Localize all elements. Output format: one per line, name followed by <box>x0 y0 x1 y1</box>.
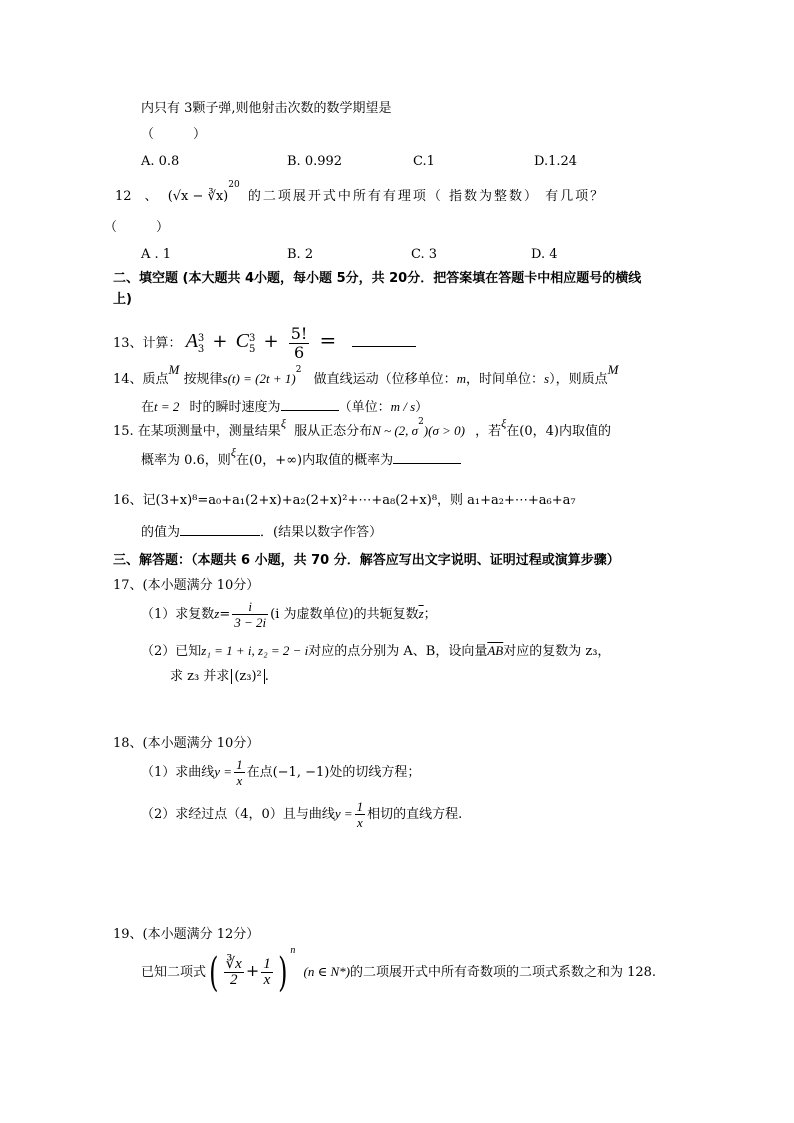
q12-option-d: D. 4 <box>531 247 558 262</box>
section2-heading-cont: 上) <box>113 292 132 307</box>
q15-xi-2: ξ <box>501 415 507 430</box>
q14-s-unit: s <box>544 371 550 386</box>
q18-heading: 18、(本小题满分 10分） <box>113 736 260 751</box>
q11-option-c: C.1 <box>413 154 435 169</box>
q18-text-4: （2）求经过点（4，0）且与曲线 <box>141 807 335 822</box>
q14-unit-label: （单位： <box>338 400 391 415</box>
q13 <box>113 320 416 360</box>
q12-option-c: C. 3 <box>411 247 438 262</box>
q17-zbar: $\overline{z}$ <box>418 606 424 621</box>
q18-fraction <box>234 757 245 788</box>
q19-fraction-1 <box>224 957 244 988</box>
q15-text-4: 在(0，4)内取值的 <box>506 424 611 439</box>
q19-heading: 19、(本小题满分 12分） <box>113 927 260 942</box>
q18-y: y = <box>214 764 233 779</box>
q18-frac-num-2: 1 <box>356 799 364 814</box>
section2-heading: 二、填空题 (本大题共 4小题，每小题 5分，共 20分．把答案填在答题卡中相应题号的横线 <box>113 271 642 286</box>
q13-c-sub: 5 <box>249 343 256 355</box>
q18-frac-num: 1 <box>236 757 243 772</box>
q17-text-3: ； <box>423 607 437 622</box>
q16-text-1: 的值为 <box>141 525 181 540</box>
q17-abs: (z₃)² <box>231 669 264 684</box>
q15-dist-end: )(σ > 0) <box>423 423 465 438</box>
q17-part2 <box>141 642 610 661</box>
q11-option-b: B. 0.992 <box>287 154 343 169</box>
q19-plus: + <box>245 961 260 980</box>
q14-m2: M <box>607 361 619 377</box>
q13-plus-1: + <box>212 331 228 352</box>
q19-text-2: 的二项展开式中所有奇数项的二项式系数之和为 128. <box>349 965 657 980</box>
q17-text-7: 求 z₃ 并求 <box>170 669 230 684</box>
q19-condition: (n ∈ N*) <box>303 964 350 979</box>
q12-option-b: B. 2 <box>287 247 314 262</box>
q17-heading: 17、(本小题满分 10分） <box>113 578 260 593</box>
q18-text-2: 在点 <box>246 765 273 780</box>
q17-part1 <box>141 596 437 632</box>
q14-line2 <box>141 398 428 417</box>
q19-fraction-2 <box>261 957 273 988</box>
q19-left-paren: ( <box>209 949 219 996</box>
q17-text-5: 对应的点分别为 A、B，设向量 <box>308 644 488 659</box>
q17-text-4: （2）已知 <box>141 644 202 659</box>
q12-expression: (√x − ∛x) <box>167 189 229 204</box>
q15-answer-blank <box>393 453 461 464</box>
q19-frac2-num: 1 <box>263 956 271 972</box>
q17-z1z2: z₁ = 1 + i, z₂ = 2 − i <box>201 643 309 658</box>
q18-frac-den: x <box>236 773 243 788</box>
q14-text-3: ，时间单位： <box>465 372 544 387</box>
q11-option-d: D.1.24 <box>534 154 578 169</box>
q19-right-paren: ) <box>277 949 288 996</box>
q12-exponent: 20 <box>228 179 240 190</box>
q15-dist-sup: 2 <box>418 416 424 427</box>
q15-text-5: 概率为 0.6，则 <box>141 453 231 468</box>
q13-a-sub: 3 <box>197 343 205 355</box>
q17-vector-ab: $\overline{AB}$ <box>487 643 504 658</box>
q17-text-1: （1）求复数 <box>141 607 215 622</box>
q14-law: s(t) = (2t + 1) <box>222 371 296 386</box>
q16-answer-blank <box>180 525 260 536</box>
q17-frac-den: 3 − 2i <box>234 615 267 630</box>
q11-answer-paren: （ ） <box>141 127 207 142</box>
q14-text-6: 时的瞬时速度为 <box>189 400 281 415</box>
q16-line2 <box>141 524 382 542</box>
q14-text-5: 在 <box>141 400 155 415</box>
q13-c-symbol: C <box>235 330 249 352</box>
q18-frac-den-2: x <box>356 815 363 830</box>
q13-equals: = <box>319 328 337 352</box>
q11-text: 内只有 3颗子弹,则他射击次数的数学期望是 <box>141 101 392 116</box>
q17-text-6: 对应的复数为 z₃， <box>503 644 611 659</box>
q13-plus-2: + <box>263 331 279 352</box>
q11-option-a: A. 0.8 <box>141 154 180 169</box>
q18-part1 <box>141 754 420 790</box>
q12-question: 的二项展开式中所有有理项（ 指数为整数） 有几项？ <box>247 189 606 204</box>
q12-answer-paren: （ ） <box>104 220 170 235</box>
q15-text-3: ，若 <box>475 424 502 439</box>
q14-line1 <box>113 361 619 389</box>
q14-text-4: ），则质点 <box>549 372 608 387</box>
q13-a-sup: 3 <box>197 332 205 344</box>
q15-text-6: 在(0，+∞)内取值的概率为 <box>235 453 394 468</box>
q14-answer-blank <box>281 400 339 411</box>
q13-a-symbol: A <box>185 330 198 352</box>
q15-line2 <box>141 444 461 470</box>
q18-fraction-2 <box>355 799 366 830</box>
q19-frac1-num: ∛x <box>225 956 242 972</box>
q17-text-8: . <box>264 669 269 684</box>
q15-xi: ξ <box>280 415 286 430</box>
q17-z: z <box>214 606 220 621</box>
q17-text-2: (i 为虚数单位)的共轭复数 <box>270 607 419 622</box>
q19-exponent: n <box>290 944 296 956</box>
q13-frac-den: 6 <box>293 343 305 362</box>
q13-frac-num: 5! <box>290 324 308 343</box>
q17-fraction <box>232 599 268 630</box>
q17-frac-num: i <box>232 599 268 615</box>
q14-law-exp: 2 <box>295 364 302 375</box>
q18-text-3: 处的切线方程； <box>329 765 421 780</box>
q15-line1 <box>113 415 611 441</box>
section3-heading: 三、解答题：（本题共 6 小题，共 70 分．解答应写出文字说明、证明过程或演算步骤） <box>113 553 620 568</box>
q15-text-1: 15. 在某项测量中，测量结果 <box>113 424 281 439</box>
q14-t: t = 2 <box>154 399 180 414</box>
q12-number: 12 、 <box>115 189 158 204</box>
q17-eq: = <box>219 607 231 622</box>
q15-text-2: 服从正态分布 <box>294 424 373 439</box>
q19-frac2-den: x <box>263 972 271 988</box>
q14-text-2: 做直线运动（位移单位： <box>313 372 457 387</box>
q14-unit-end: ） <box>415 400 429 415</box>
q17-part3 <box>170 668 269 686</box>
q19-text-1: 已知二项式 <box>141 965 207 980</box>
q18-text-5: 相切的直线方程. <box>367 807 463 822</box>
q15-xi-3: ξ <box>230 444 236 459</box>
q13-c-sup: 3 <box>249 332 256 344</box>
q15-dist: N ~ (2, σ <box>372 423 419 438</box>
q19-frac1-den: 2 <box>229 972 238 988</box>
q18-point: (−1, −1) <box>272 765 330 780</box>
q13-answer-blank <box>352 336 416 347</box>
q14-m: M <box>168 361 180 377</box>
q14-text-1: 按规律 <box>183 372 223 387</box>
q18-text-1: （1）求曲线 <box>141 765 215 780</box>
q14-prefix: 14、质点 <box>113 372 169 387</box>
q18-y-2: y = <box>334 806 353 821</box>
q14-m-unit: m <box>456 371 466 386</box>
q16-line1: 16、记(3+x)⁸=a₀+a₁(2+x)+a₂(2+x)²+⋯+a₈(2+x)⁸，则 a₁+a₂+⋯+a₆+a₇ <box>113 493 576 508</box>
q19-part1 <box>141 946 656 996</box>
q18-part2 <box>141 796 462 832</box>
q12-option-a: A . 1 <box>141 247 172 262</box>
q14-unit-value: m / s <box>390 399 416 414</box>
q16-text-2: ．(结果以数字作答） <box>260 525 383 540</box>
q13-fraction <box>289 325 310 362</box>
q12-stem <box>115 179 606 206</box>
q13-prefix: 13、计算： <box>113 336 182 351</box>
